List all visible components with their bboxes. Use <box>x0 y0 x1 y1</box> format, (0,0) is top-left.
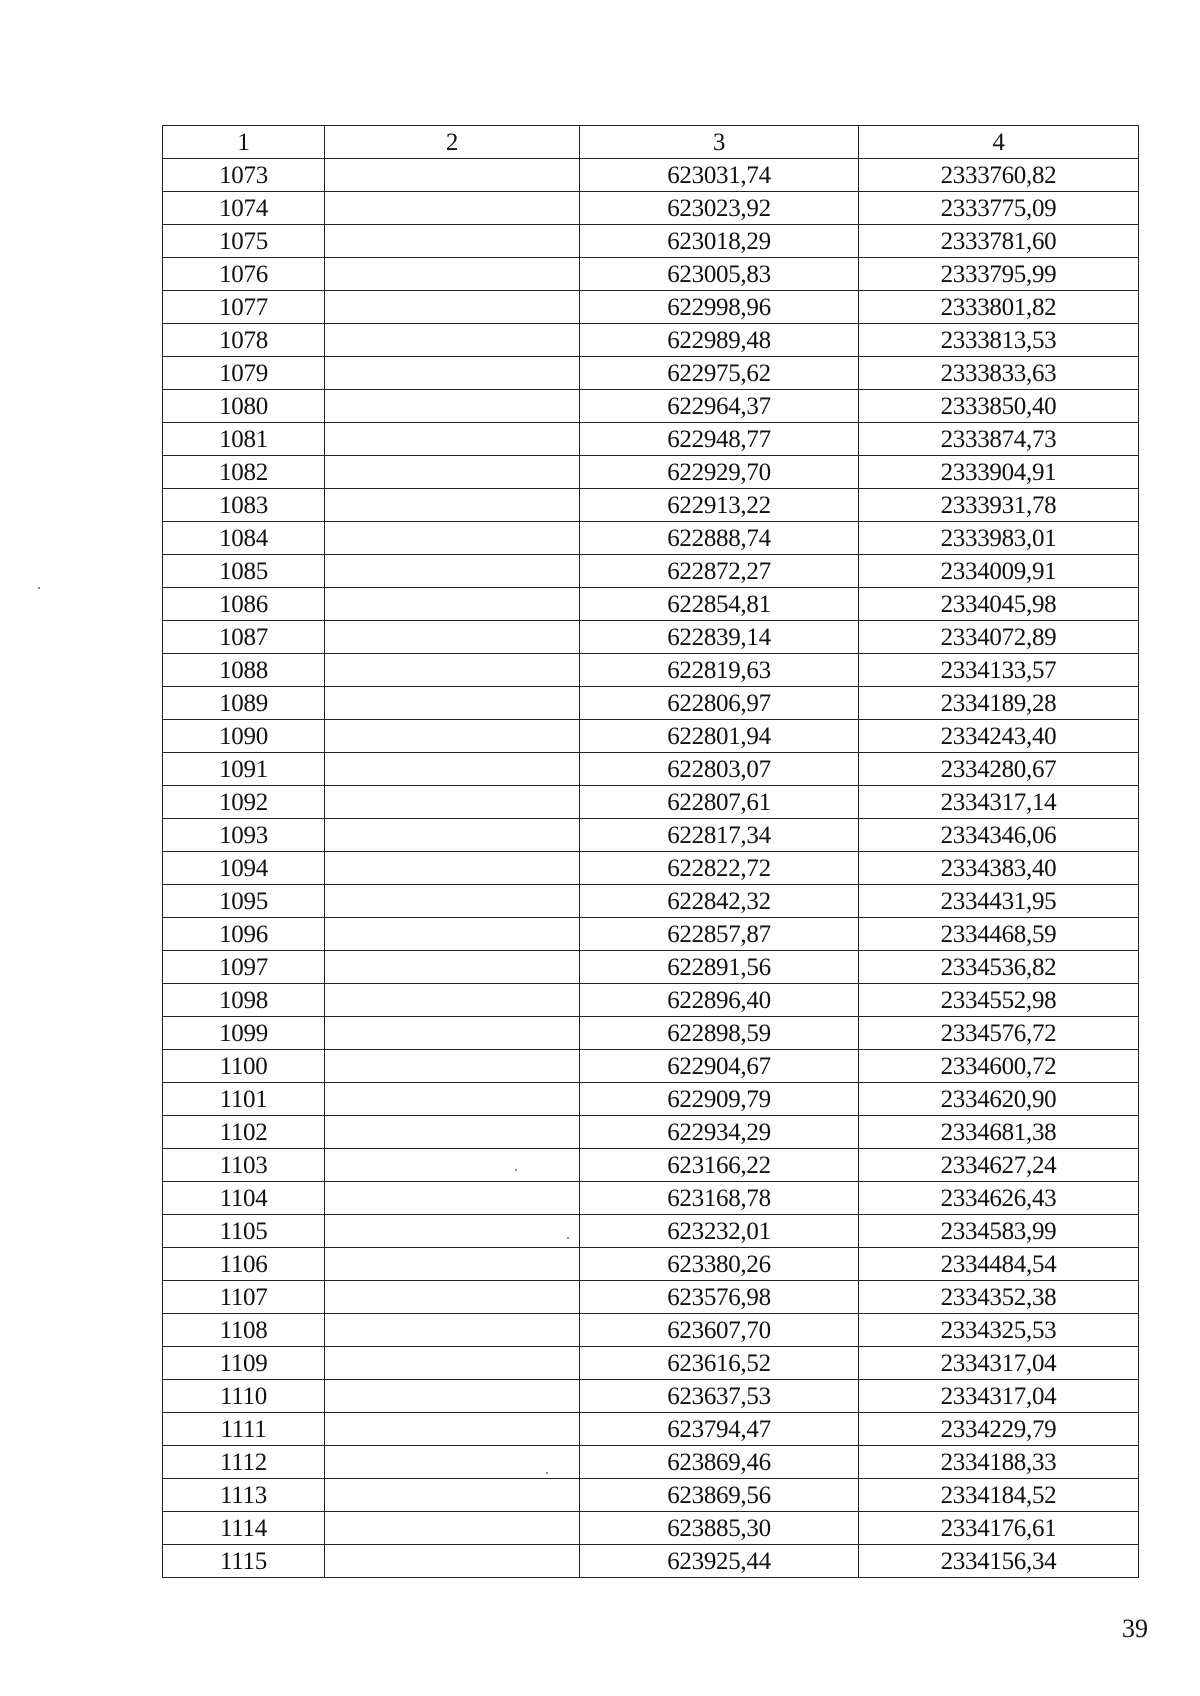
point-number-cell: 1102 <box>163 1116 325 1149</box>
description-cell <box>325 324 580 357</box>
y-coordinate-cell: 2334229,79 <box>859 1413 1139 1446</box>
description-cell <box>325 555 580 588</box>
point-number-cell: 1095 <box>163 885 325 918</box>
column-header-1: 1 <box>163 126 325 159</box>
x-coordinate-cell: 622801,94 <box>580 720 859 753</box>
point-number-cell: 1112 <box>163 1446 325 1479</box>
description-cell <box>325 522 580 555</box>
point-number-cell: 1084 <box>163 522 325 555</box>
table-row <box>163 588 1139 621</box>
y-coordinate-cell: 2334620,90 <box>859 1083 1139 1116</box>
description-cell <box>325 390 580 423</box>
x-coordinate-cell: 623925,44 <box>580 1545 859 1578</box>
table-row <box>163 1512 1139 1545</box>
y-coordinate-cell: 2334072,89 <box>859 621 1139 654</box>
x-coordinate-cell: 623232,01 <box>580 1215 859 1248</box>
x-coordinate-cell: 623168,78 <box>580 1182 859 1215</box>
table-row <box>163 687 1139 720</box>
table-row <box>163 192 1139 225</box>
description-cell <box>325 1050 580 1083</box>
description-cell <box>325 918 580 951</box>
x-coordinate-cell: 623166,22 <box>580 1149 859 1182</box>
y-coordinate-cell: 2334176,61 <box>859 1512 1139 1545</box>
table-row <box>163 819 1139 852</box>
table-row <box>163 1182 1139 1215</box>
table-row <box>163 984 1139 1017</box>
table-row <box>163 324 1139 357</box>
description-cell <box>325 621 580 654</box>
table-row <box>163 753 1139 786</box>
x-coordinate-cell: 622913,22 <box>580 489 859 522</box>
description-cell <box>325 1413 580 1446</box>
table-row <box>163 621 1139 654</box>
point-number-cell: 1109 <box>163 1347 325 1380</box>
point-number-cell: 1079 <box>163 357 325 390</box>
y-coordinate-cell: 2334468,59 <box>859 918 1139 951</box>
y-coordinate-cell: 2334188,33 <box>859 1446 1139 1479</box>
table-row <box>163 357 1139 390</box>
description-cell <box>325 1281 580 1314</box>
point-number-cell: 1082 <box>163 456 325 489</box>
point-number-cell: 1113 <box>163 1479 325 1512</box>
point-number-cell: 1096 <box>163 918 325 951</box>
y-coordinate-cell: 2334325,53 <box>859 1314 1139 1347</box>
y-coordinate-cell: 2334583,99 <box>859 1215 1139 1248</box>
point-number-cell: 1085 <box>163 555 325 588</box>
table-header-row <box>163 126 1139 159</box>
y-coordinate-cell: 2333874,73 <box>859 423 1139 456</box>
y-coordinate-cell: 2334189,28 <box>859 687 1139 720</box>
x-coordinate-cell: 623576,98 <box>580 1281 859 1314</box>
point-number-cell: 1088 <box>163 654 325 687</box>
x-coordinate-cell: 622842,32 <box>580 885 859 918</box>
point-number-cell: 1080 <box>163 390 325 423</box>
point-number-cell: 1094 <box>163 852 325 885</box>
y-coordinate-cell: 2334536,82 <box>859 951 1139 984</box>
y-coordinate-cell: 2334552,98 <box>859 984 1139 1017</box>
y-coordinate-cell: 2334600,72 <box>859 1050 1139 1083</box>
y-coordinate-cell: 2334280,67 <box>859 753 1139 786</box>
y-coordinate-cell: 2333775,09 <box>859 192 1139 225</box>
table-row <box>163 1248 1139 1281</box>
x-coordinate-cell: 623869,46 <box>580 1446 859 1479</box>
scan-speck <box>567 1237 569 1239</box>
scan-speck <box>546 1472 548 1474</box>
table-row <box>163 1215 1139 1248</box>
table-row <box>163 918 1139 951</box>
table-row <box>163 786 1139 819</box>
y-coordinate-cell: 2334184,52 <box>859 1479 1139 1512</box>
point-number-cell: 1081 <box>163 423 325 456</box>
description-cell <box>325 1314 580 1347</box>
scan-speck <box>38 587 40 589</box>
x-coordinate-cell: 623031,74 <box>580 159 859 192</box>
table-row <box>163 654 1139 687</box>
description-cell <box>325 951 580 984</box>
description-cell <box>325 456 580 489</box>
table-row <box>163 291 1139 324</box>
description-cell <box>325 852 580 885</box>
table-row <box>163 555 1139 588</box>
description-cell <box>325 1149 580 1182</box>
description-cell <box>325 225 580 258</box>
description-cell <box>325 1479 580 1512</box>
x-coordinate-cell: 623869,56 <box>580 1479 859 1512</box>
y-coordinate-cell: 2333760,82 <box>859 159 1139 192</box>
point-number-cell: 1101 <box>163 1083 325 1116</box>
table-body <box>163 159 1139 1578</box>
page-number: 39 <box>1122 1614 1148 1643</box>
y-coordinate-cell: 2334045,98 <box>859 588 1139 621</box>
x-coordinate-cell: 622929,70 <box>580 456 859 489</box>
description-cell <box>325 1215 580 1248</box>
x-coordinate-cell: 622817,34 <box>580 819 859 852</box>
description-cell <box>325 687 580 720</box>
point-number-cell: 1073 <box>163 159 325 192</box>
table-row <box>163 522 1139 555</box>
x-coordinate-cell: 623380,26 <box>580 1248 859 1281</box>
x-coordinate-cell: 622904,67 <box>580 1050 859 1083</box>
x-coordinate-cell: 622839,14 <box>580 621 859 654</box>
description-cell <box>325 357 580 390</box>
point-number-cell: 1087 <box>163 621 325 654</box>
table-row <box>163 1479 1139 1512</box>
y-coordinate-cell: 2334681,38 <box>859 1116 1139 1149</box>
table-row <box>163 1380 1139 1413</box>
table-row <box>163 1281 1139 1314</box>
x-coordinate-cell: 622891,56 <box>580 951 859 984</box>
description-cell <box>325 720 580 753</box>
y-coordinate-cell: 2334243,40 <box>859 720 1139 753</box>
x-coordinate-cell: 622989,48 <box>580 324 859 357</box>
y-coordinate-cell: 2333781,60 <box>859 225 1139 258</box>
description-cell <box>325 1017 580 1050</box>
table-row <box>163 1545 1139 1578</box>
table-row <box>163 885 1139 918</box>
y-coordinate-cell: 2333795,99 <box>859 258 1139 291</box>
description-cell <box>325 885 580 918</box>
table-row <box>163 1446 1139 1479</box>
y-coordinate-cell: 2334133,57 <box>859 654 1139 687</box>
description-cell <box>325 1446 580 1479</box>
x-coordinate-cell: 623637,53 <box>580 1380 859 1413</box>
x-coordinate-cell: 622807,61 <box>580 786 859 819</box>
y-coordinate-cell: 2334009,91 <box>859 555 1139 588</box>
table-row <box>163 720 1139 753</box>
x-coordinate-cell: 622819,63 <box>580 654 859 687</box>
y-coordinate-cell: 2334317,04 <box>859 1347 1139 1380</box>
scan-speck <box>515 1169 517 1171</box>
x-coordinate-cell: 622822,72 <box>580 852 859 885</box>
description-cell <box>325 753 580 786</box>
column-header-4: 4 <box>859 126 1139 159</box>
point-number-cell: 1106 <box>163 1248 325 1281</box>
table-row <box>163 951 1139 984</box>
description-cell <box>325 489 580 522</box>
x-coordinate-cell: 623616,52 <box>580 1347 859 1380</box>
y-coordinate-cell: 2333833,63 <box>859 357 1139 390</box>
y-coordinate-cell: 2334317,04 <box>859 1380 1139 1413</box>
x-coordinate-cell: 622998,96 <box>580 291 859 324</box>
point-number-cell: 1103 <box>163 1149 325 1182</box>
x-coordinate-cell: 622888,74 <box>580 522 859 555</box>
y-coordinate-cell: 2334156,34 <box>859 1545 1139 1578</box>
point-number-cell: 1086 <box>163 588 325 621</box>
y-coordinate-cell: 2333983,01 <box>859 522 1139 555</box>
x-coordinate-cell: 623794,47 <box>580 1413 859 1446</box>
point-number-cell: 1115 <box>163 1545 325 1578</box>
table-row <box>163 1116 1139 1149</box>
point-number-cell: 1097 <box>163 951 325 984</box>
description-cell <box>325 1116 580 1149</box>
point-number-cell: 1099 <box>163 1017 325 1050</box>
table-row <box>163 258 1139 291</box>
table-row <box>163 1017 1139 1050</box>
table-row <box>163 489 1139 522</box>
x-coordinate-cell: 622975,62 <box>580 357 859 390</box>
table-row <box>163 225 1139 258</box>
table-row <box>163 1149 1139 1182</box>
point-number-cell: 1104 <box>163 1182 325 1215</box>
y-coordinate-cell: 2334346,06 <box>859 819 1139 852</box>
y-coordinate-cell: 2333850,40 <box>859 390 1139 423</box>
description-cell <box>325 984 580 1017</box>
x-coordinate-cell: 622964,37 <box>580 390 859 423</box>
description-cell <box>325 1182 580 1215</box>
description-cell <box>325 1347 580 1380</box>
x-coordinate-cell: 622898,59 <box>580 1017 859 1050</box>
x-coordinate-cell: 622857,87 <box>580 918 859 951</box>
point-number-cell: 1091 <box>163 753 325 786</box>
description-cell <box>325 423 580 456</box>
x-coordinate-cell: 622909,79 <box>580 1083 859 1116</box>
x-coordinate-cell: 623005,83 <box>580 258 859 291</box>
description-cell <box>325 1083 580 1116</box>
y-coordinate-cell: 2334383,40 <box>859 852 1139 885</box>
description-cell <box>325 1512 580 1545</box>
table-row <box>163 1314 1139 1347</box>
point-number-cell: 1076 <box>163 258 325 291</box>
x-coordinate-cell: 622934,29 <box>580 1116 859 1149</box>
x-coordinate-cell: 623023,92 <box>580 192 859 225</box>
y-coordinate-cell: 2333801,82 <box>859 291 1139 324</box>
point-number-cell: 1074 <box>163 192 325 225</box>
table-row <box>163 390 1139 423</box>
description-cell <box>325 654 580 687</box>
point-number-cell: 1098 <box>163 984 325 1017</box>
table-row <box>163 456 1139 489</box>
y-coordinate-cell: 2333813,53 <box>859 324 1139 357</box>
table-row <box>163 852 1139 885</box>
y-coordinate-cell: 2334627,24 <box>859 1149 1139 1182</box>
table-row <box>163 1050 1139 1083</box>
x-coordinate-cell: 623018,29 <box>580 225 859 258</box>
table-row <box>163 423 1139 456</box>
description-cell <box>325 786 580 819</box>
y-coordinate-cell: 2334484,54 <box>859 1248 1139 1281</box>
y-coordinate-cell: 2334317,14 <box>859 786 1139 819</box>
point-number-cell: 1105 <box>163 1215 325 1248</box>
point-number-cell: 1075 <box>163 225 325 258</box>
coordinates-table <box>162 125 1139 1578</box>
description-cell <box>325 258 580 291</box>
column-header-2: 2 <box>325 126 580 159</box>
x-coordinate-cell: 622854,81 <box>580 588 859 621</box>
point-number-cell: 1078 <box>163 324 325 357</box>
table-row <box>163 159 1139 192</box>
y-coordinate-cell: 2334576,72 <box>859 1017 1139 1050</box>
point-number-cell: 1107 <box>163 1281 325 1314</box>
point-number-cell: 1110 <box>163 1380 325 1413</box>
point-number-cell: 1114 <box>163 1512 325 1545</box>
y-coordinate-cell: 2333931,78 <box>859 489 1139 522</box>
x-coordinate-cell: 622872,27 <box>580 555 859 588</box>
column-header-3: 3 <box>580 126 859 159</box>
point-number-cell: 1083 <box>163 489 325 522</box>
x-coordinate-cell: 622803,07 <box>580 753 859 786</box>
point-number-cell: 1111 <box>163 1413 325 1446</box>
description-cell <box>325 1545 580 1578</box>
x-coordinate-cell: 622896,40 <box>580 984 859 1017</box>
table-row <box>163 1413 1139 1446</box>
table-row <box>163 1347 1139 1380</box>
x-coordinate-cell: 622948,77 <box>580 423 859 456</box>
y-coordinate-cell: 2334431,95 <box>859 885 1139 918</box>
point-number-cell: 1092 <box>163 786 325 819</box>
point-number-cell: 1090 <box>163 720 325 753</box>
x-coordinate-cell: 622806,97 <box>580 687 859 720</box>
x-coordinate-cell: 623885,30 <box>580 1512 859 1545</box>
description-cell <box>325 1248 580 1281</box>
description-cell <box>325 291 580 324</box>
y-coordinate-cell: 2334352,38 <box>859 1281 1139 1314</box>
point-number-cell: 1093 <box>163 819 325 852</box>
y-coordinate-cell: 2334626,43 <box>859 1182 1139 1215</box>
description-cell <box>325 819 580 852</box>
description-cell <box>325 192 580 225</box>
description-cell <box>325 588 580 621</box>
description-cell <box>325 159 580 192</box>
x-coordinate-cell: 623607,70 <box>580 1314 859 1347</box>
y-coordinate-cell: 2333904,91 <box>859 456 1139 489</box>
point-number-cell: 1108 <box>163 1314 325 1347</box>
description-cell <box>325 1380 580 1413</box>
table-row <box>163 1083 1139 1116</box>
point-number-cell: 1100 <box>163 1050 325 1083</box>
point-number-cell: 1089 <box>163 687 325 720</box>
point-number-cell: 1077 <box>163 291 325 324</box>
